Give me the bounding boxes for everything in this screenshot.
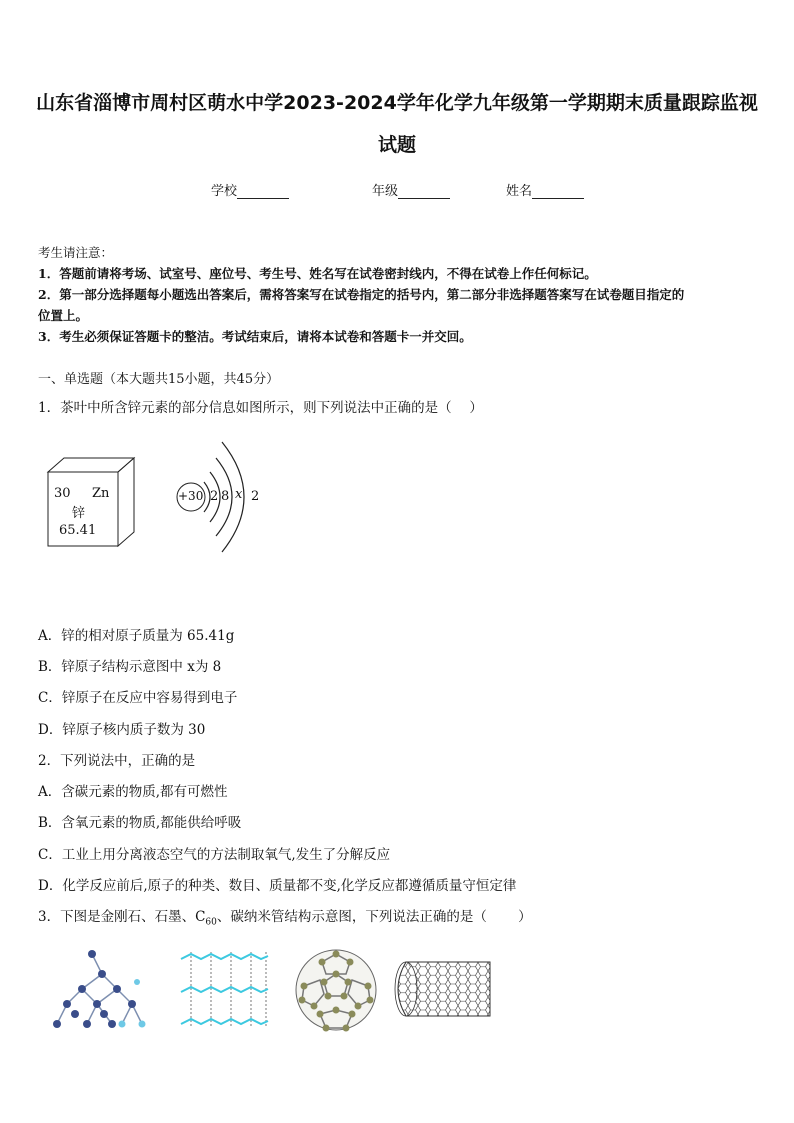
notice-item-3: 3．考生必须保证答题卡的整洁。考试结束后，请将本试卷和答题卡一并交回。: [38, 329, 472, 344]
graphite-structure-figure: [176, 944, 272, 1036]
name-blank[interactable]: [532, 185, 584, 199]
element-mass: 65.41: [59, 523, 97, 538]
exam-notice: [38, 242, 758, 347]
question-1-stem: 1．茶叶中所含锌元素的部分信息如图所示，则下列说法中正确的是（ ）: [38, 400, 483, 416]
question-3-stem: [38, 905, 532, 928]
q3-stem-after: 、碳纳米管结构示意图，下列说法正确的是（ ）: [216, 909, 532, 925]
atom-shell-1: 2: [210, 489, 219, 504]
atom-nucleus-charge: +30: [178, 489, 204, 503]
notice-item-2b: 位置上。: [38, 308, 89, 323]
notice-heading: 考生请注意：: [38, 245, 114, 260]
q1-option-d[interactable]: D．锌原子核内质子数为 30: [38, 722, 206, 738]
c60-structure-figure: [290, 944, 382, 1036]
element-symbol: Zn: [92, 486, 110, 501]
q3-stem-before: 3．下图是金刚石、石墨、C: [38, 909, 206, 925]
q1-option-b[interactable]: B．锌原子结构示意图中 x为 8: [38, 659, 222, 675]
name-label: 姓名: [506, 184, 533, 199]
q1-option-a[interactable]: A．锌的相对原子质量为 65.41g: [38, 628, 235, 644]
atom-shell-4: 2: [251, 489, 260, 504]
school-blank[interactable]: [237, 185, 289, 199]
element-name: 锌: [72, 506, 86, 521]
q2-option-b[interactable]: B．含氧元素的物质,都能供给呼吸: [38, 815, 242, 831]
atom-shell-2: 8: [221, 489, 230, 504]
notice-item-1: 1．答题前请将考场、试室号、座位号、考生号、姓名写在试卷密封线内，不得在试卷上作任何标记。: [38, 266, 597, 281]
q1-option-c[interactable]: C．锌原子在反应中容易得到电子: [38, 690, 238, 706]
q2-option-d[interactable]: D．化学反应前后,原子的种类、数目、质量都不变,化学反应都遵循质量守恒定律: [38, 878, 517, 894]
q2-option-a[interactable]: A．含碳元素的物质,都有可燃性: [38, 784, 228, 800]
element-atomic-number: 30: [54, 486, 71, 501]
diamond-structure-figure: [42, 944, 154, 1036]
question-2-stem: 2．下列说法中，正确的是: [38, 753, 196, 769]
carbon-nanotube-figure: [388, 958, 492, 1020]
name-field[interactable]: [506, 180, 584, 199]
q3-stem-subscript: 60: [205, 917, 217, 928]
exam-title-line1: 山东省淄博市周村区萌水中学2023-2024学年化学九年级第一学期期末质量跟踪监视: [36, 92, 758, 114]
notice-item-2a: 2．第一部分选择题每小题选出答案后，需将答案写在试卷指定的括号内，第二部分非选择题答案写在试卷题目指定的: [38, 287, 685, 302]
section-heading: 一、单选题（本大题共15小题，共45分）: [38, 372, 280, 387]
grade-field[interactable]: [372, 180, 450, 199]
exam-title-line2: 试题: [377, 134, 416, 156]
grade-label: 年级: [372, 184, 399, 199]
school-field[interactable]: [211, 180, 289, 199]
school-label: 学校: [211, 184, 238, 199]
grade-blank[interactable]: [398, 185, 450, 199]
q2-option-c[interactable]: C．工业上用分离液态空气的方法制取氧气,发生了分解反应: [38, 847, 391, 863]
atom-shell-3: x: [235, 487, 243, 502]
